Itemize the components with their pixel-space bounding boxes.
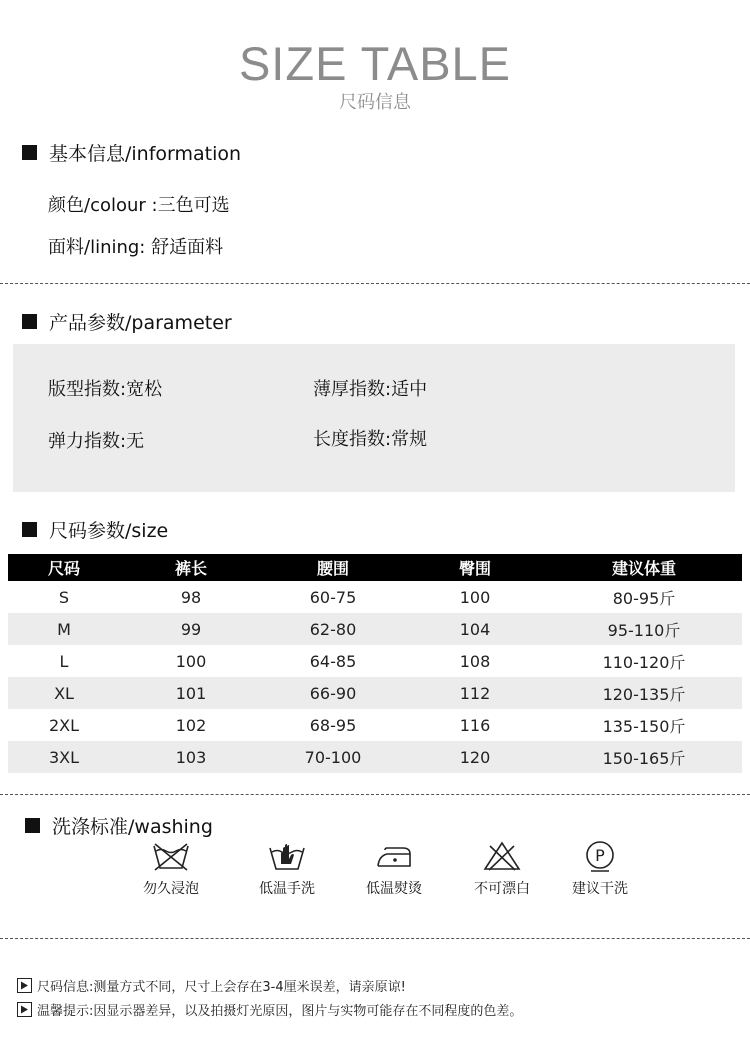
lining-info: 面料/lining: 舒适面料	[48, 237, 224, 258]
divider	[0, 283, 750, 284]
play-box-icon	[17, 978, 32, 993]
size-note-text: 尺码信息:测量方式不同，尺寸上会存在3-4厘米误差，请亲原谅!	[37, 980, 406, 995]
table-cell: 99	[120, 613, 262, 645]
info-section-heading	[22, 139, 241, 166]
elasticity-index: 弹力指数:无	[48, 431, 145, 452]
col-waist-header: 腰围	[262, 554, 404, 581]
square-bullet-icon	[22, 522, 37, 537]
table-row	[8, 709, 742, 741]
wash-item-iron-low	[344, 840, 444, 898]
table-row	[8, 741, 742, 773]
table-cell: 101	[120, 677, 262, 709]
table-cell: 80-95斤	[612, 588, 676, 608]
table-cell: 70-100	[262, 741, 404, 773]
table-cell: 98	[180, 587, 202, 607]
col-hip-header: 臀围	[404, 554, 546, 581]
wash-label: 不可漂白	[474, 881, 530, 897]
table-cell: 150-165斤	[546, 741, 742, 773]
fit-index: 版型指数:宽松	[48, 379, 163, 400]
divider	[0, 938, 750, 939]
table-cell: 66-90	[262, 677, 404, 709]
play-box-icon	[17, 1002, 32, 1017]
size-table	[8, 554, 742, 773]
info-heading-text: 基本信息/information	[49, 143, 242, 165]
washing-section-heading	[25, 812, 213, 839]
table-cell: XL	[8, 677, 120, 709]
wash-item-hand-wash	[237, 840, 337, 898]
parameter-panel	[13, 344, 735, 492]
square-bullet-icon	[25, 818, 40, 833]
table-cell: 135-150斤	[602, 716, 686, 736]
color-note	[17, 1000, 522, 1019]
color-note-text: 温馨提示:因显示器差异，以及拍摄灯光原因，图片与实物可能存在不同程度的色差。	[37, 1004, 523, 1019]
table-cell: 102	[175, 715, 207, 735]
table-cell: 112	[404, 677, 546, 709]
table-cell: 100	[175, 651, 207, 671]
parameter-heading-text: 产品参数/parameter	[49, 312, 232, 334]
table-cell: M	[8, 613, 120, 645]
size-note	[17, 976, 406, 995]
table-cell: 95-110斤	[546, 613, 742, 645]
wash-label: 建议干洗	[572, 881, 628, 897]
divider	[0, 794, 750, 795]
col-length-header: 裤长	[120, 554, 262, 581]
no-bleach-icon	[481, 840, 523, 872]
thickness-index: 薄厚指数:适中	[313, 379, 428, 400]
table-cell: S	[58, 587, 70, 607]
table-header-row	[8, 554, 742, 581]
square-bullet-icon	[22, 314, 37, 329]
table-cell: 100	[459, 587, 491, 607]
wash-label: 勿久浸泡	[143, 881, 199, 897]
wash-label: 低温手洗	[259, 881, 315, 897]
hand-wash-icon	[266, 840, 308, 872]
svg-text:P: P	[595, 846, 605, 865]
table-cell: 68-95	[309, 715, 357, 735]
wash-item-dry-clean	[550, 840, 650, 898]
colour-info: 颜色/colour :三色可选	[48, 195, 230, 216]
table-cell: 103	[120, 741, 262, 773]
table-cell: 104	[404, 613, 546, 645]
wash-item-no-bleach	[452, 840, 552, 898]
table-cell: L	[59, 651, 69, 671]
col-size-header: 尺码	[8, 554, 120, 581]
page-title: SIZE TABLE	[238, 37, 512, 90]
table-cell: 116	[459, 715, 491, 735]
dry-clean-icon	[579, 840, 621, 872]
table-cell: 110-120斤	[602, 652, 686, 672]
table-row	[8, 677, 742, 709]
table-cell: 62-80	[262, 613, 404, 645]
parameter-section-heading	[22, 308, 232, 335]
size-section-heading	[22, 516, 168, 543]
square-bullet-icon	[22, 145, 37, 160]
wash-label: 低温熨烫	[366, 881, 422, 897]
table-cell: 3XL	[8, 741, 120, 773]
length-index: 长度指数:常规	[313, 429, 428, 450]
wash-item-no-soak	[121, 840, 221, 898]
table-cell: 60-75	[309, 587, 357, 607]
table-cell: 120-135斤	[546, 677, 742, 709]
table-row	[8, 613, 742, 645]
page-subtitle: 尺码信息	[339, 92, 411, 113]
table-row	[8, 581, 742, 613]
no-soak-icon	[150, 840, 192, 872]
table-cell: 64-85	[309, 651, 357, 671]
table-row	[8, 645, 742, 677]
washing-heading-text: 洗涤标准/washing	[52, 816, 213, 838]
table-cell: 120	[404, 741, 546, 773]
iron-low-icon	[373, 840, 415, 872]
table-cell: 108	[459, 651, 491, 671]
size-heading-text: 尺码参数/size	[49, 520, 169, 542]
table-cell: 2XL	[48, 715, 80, 735]
col-weight-header: 建议体重	[546, 554, 742, 581]
